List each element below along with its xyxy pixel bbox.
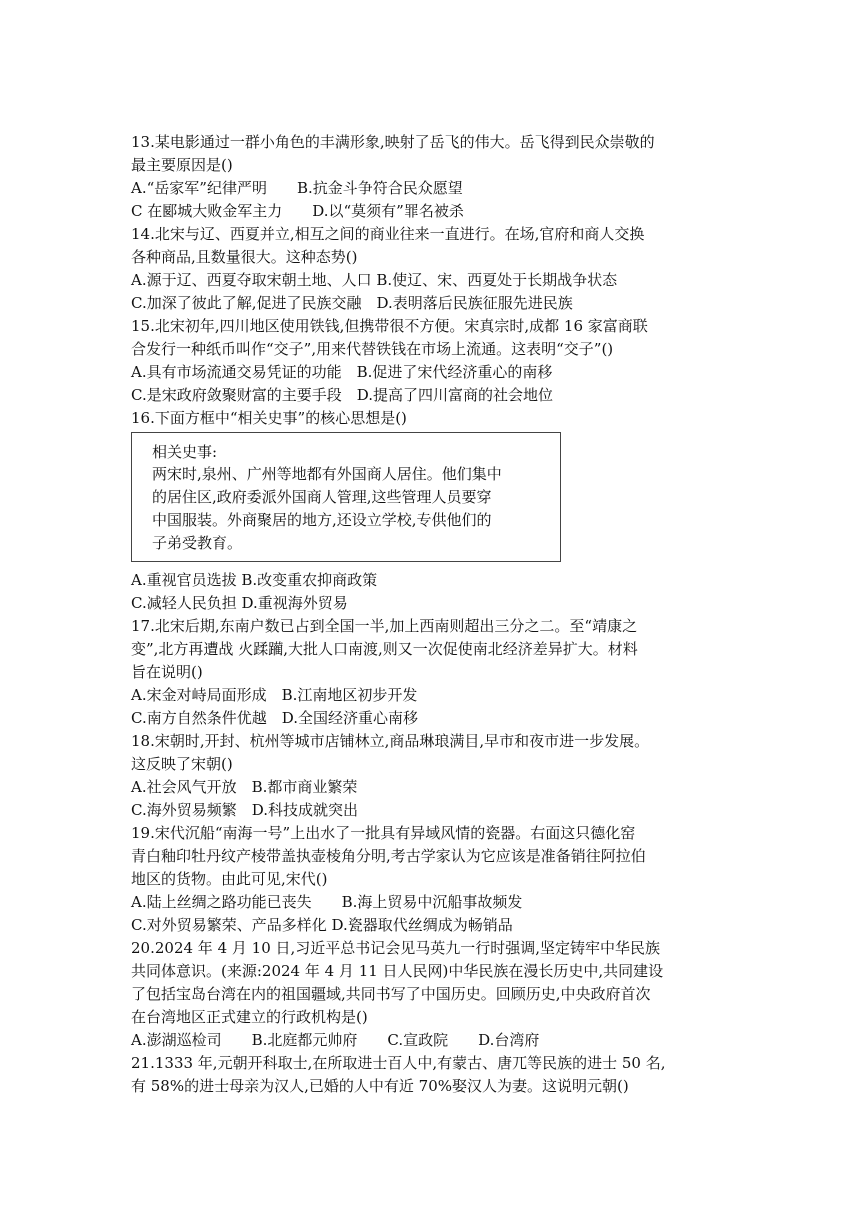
q13-stem-line-1: 13.某电影通过一群小角色的丰满形象,映射了岳飞的伟大。岳飞得到民众崇敬的 — [131, 133, 655, 151]
q13-options-ab: A.“岳家军”纪律严明 B.抗金斗争符合民众愿望 — [131, 179, 463, 197]
q19-options-cd: C.对外贸易繁荣、产品多样化 D.瓷器取代丝绸成为畅销品 — [131, 916, 513, 934]
q14-stem-line-1: 14.北宋与辽、西夏并立,相互之间的商业往来一直进行。在场,官府和商人交换 — [131, 225, 645, 243]
box-text-line-2: 的居住区,政府委派外国商人管理,这些管理人员要穿 — [152, 488, 492, 506]
q18-stem-line-2: 这反映了宋朝() — [131, 755, 233, 773]
q17-stem-line-2: 变”,北方再遭战 火蹂躏,大批人口南渡,则又一次促使南北经济差异扩大。材料 — [131, 640, 638, 658]
box-text-line-3: 中国服装。外商聚居的地方,还设立学校,专供他们的 — [152, 511, 492, 529]
q19-stem-line-2: 青白釉印牡丹纹产棱带盖执壶棱角分明,考古学家认为它应该是准备销往阿拉伯 — [131, 847, 646, 865]
q20-stem-line-4: 在台湾地区正式建立的行政机构是() — [131, 1008, 368, 1026]
q17-options-cd: C.南方自然条件优越 D.全国经济重心南移 — [131, 709, 418, 727]
q18-options-cd: C.海外贸易频繁 D.科技成就突出 — [131, 801, 358, 819]
q19-options-ab: A.陆上丝绸之路功能已丧失 B.海上贸易中沉船事故频发 — [131, 893, 523, 911]
q21-stem-line-1: 21.1333 年,元朝开科取士,在所取进士百人中,有蒙古、唐兀等民族的进士 50 名, — [131, 1054, 666, 1072]
q13-options-cd: C 在郾城大败金军主力 D.以“莫须有”罪名被杀 — [131, 202, 464, 220]
q20-options: A.澎湖巡检司 B.北庭都元帅府 C.宣政院 D.台湾府 — [131, 1031, 540, 1049]
q15-options-ab: A.具有市场流通交易凭证的功能 B.促进了宋代经济重心的南移 — [131, 363, 553, 381]
q19-stem-line-1: 19.宋代沉船“南海一号”上出水了一批具有异域风情的瓷器。右面这只德化窑 — [131, 824, 636, 842]
q15-options-cd: C.是宋政府敛聚财富的主要手段 D.提高了四川富商的社会地位 — [131, 386, 553, 404]
q13-stem-line-2: 最主要原因是() — [131, 156, 233, 174]
q17-stem-line-3: 旨在说明() — [131, 663, 203, 681]
q18-options-ab: A.社会风气开放 B.都市商业繁荣 — [131, 778, 358, 796]
q14-options-ab: A.源于辽、西夏夺取宋朝土地、人口 B.使辽、宋、西夏处于长期战争状态 — [131, 271, 618, 289]
box-title: 相关史事: — [152, 443, 218, 461]
q14-options-cd: C.加深了彼此了解,促进了民族交融 D.表明落后民族征服先进民族 — [131, 294, 573, 312]
q21-stem-line-2: 有 58%的进士母亲为汉人,已婚的人中有近 70%娶汉人为妻。这说明元朝() — [131, 1077, 629, 1095]
box-text-line-1: 两宋时,泉州、广州等地都有外国商人居住。他们集中 — [152, 465, 502, 483]
q16-options-ab: A.重视官员选拔 B.改变重农抑商政策 — [131, 571, 378, 589]
q16-stem: 16.下面方框中“相关史事”的核心思想是() — [131, 409, 407, 427]
q20-stem-line-2: 共同体意识。(来源:2024 年 4 月 11 日人民网)中华民族在漫长历史中,共同建设 — [131, 962, 664, 980]
q17-options-ab: A.宋金对峙局面形成 B.江南地区初步开发 — [131, 686, 418, 704]
q17-stem-line-1: 17.北宋后期,东南户数已占到全国一半,加上西南则超出三分之二。至“靖康之 — [131, 617, 638, 635]
q16-options-cd: C.减轻人民负担 D.重视海外贸易 — [131, 594, 348, 612]
q20-stem-line-3: 了包括宝岛台湾在内的祖国疆域,共同书写了中国历史。回顾历史,中央政府首次 — [131, 985, 651, 1003]
q18-stem-line-1: 18.宋朝时,开封、杭州等城市店铺林立,商品琳琅满目,早市和夜市进一步发展。 — [131, 732, 650, 750]
q14-stem-line-2: 各种商品,且数量很大。这种态势() — [131, 248, 358, 266]
q15-stem-line-2: 合发行一种纸币叫作“交子”,用来代替铁钱在市场上流通。这表明“交子”() — [131, 340, 614, 358]
q20-stem-line-1: 20.2024 年 4 月 10 日,习近平总书记会见马英九一行时强调,坚定铸牢中华民族 — [131, 939, 661, 957]
q19-stem-line-3: 地区的货物。由此可见,宋代() — [131, 870, 328, 888]
box-text-line-4: 子弟受教育。 — [152, 534, 243, 552]
q15-stem-line-1: 15.北宋初年,四川地区使用铁钱,但携带很不方便。宋真宗时,成都 16 家富商联 — [131, 317, 648, 335]
